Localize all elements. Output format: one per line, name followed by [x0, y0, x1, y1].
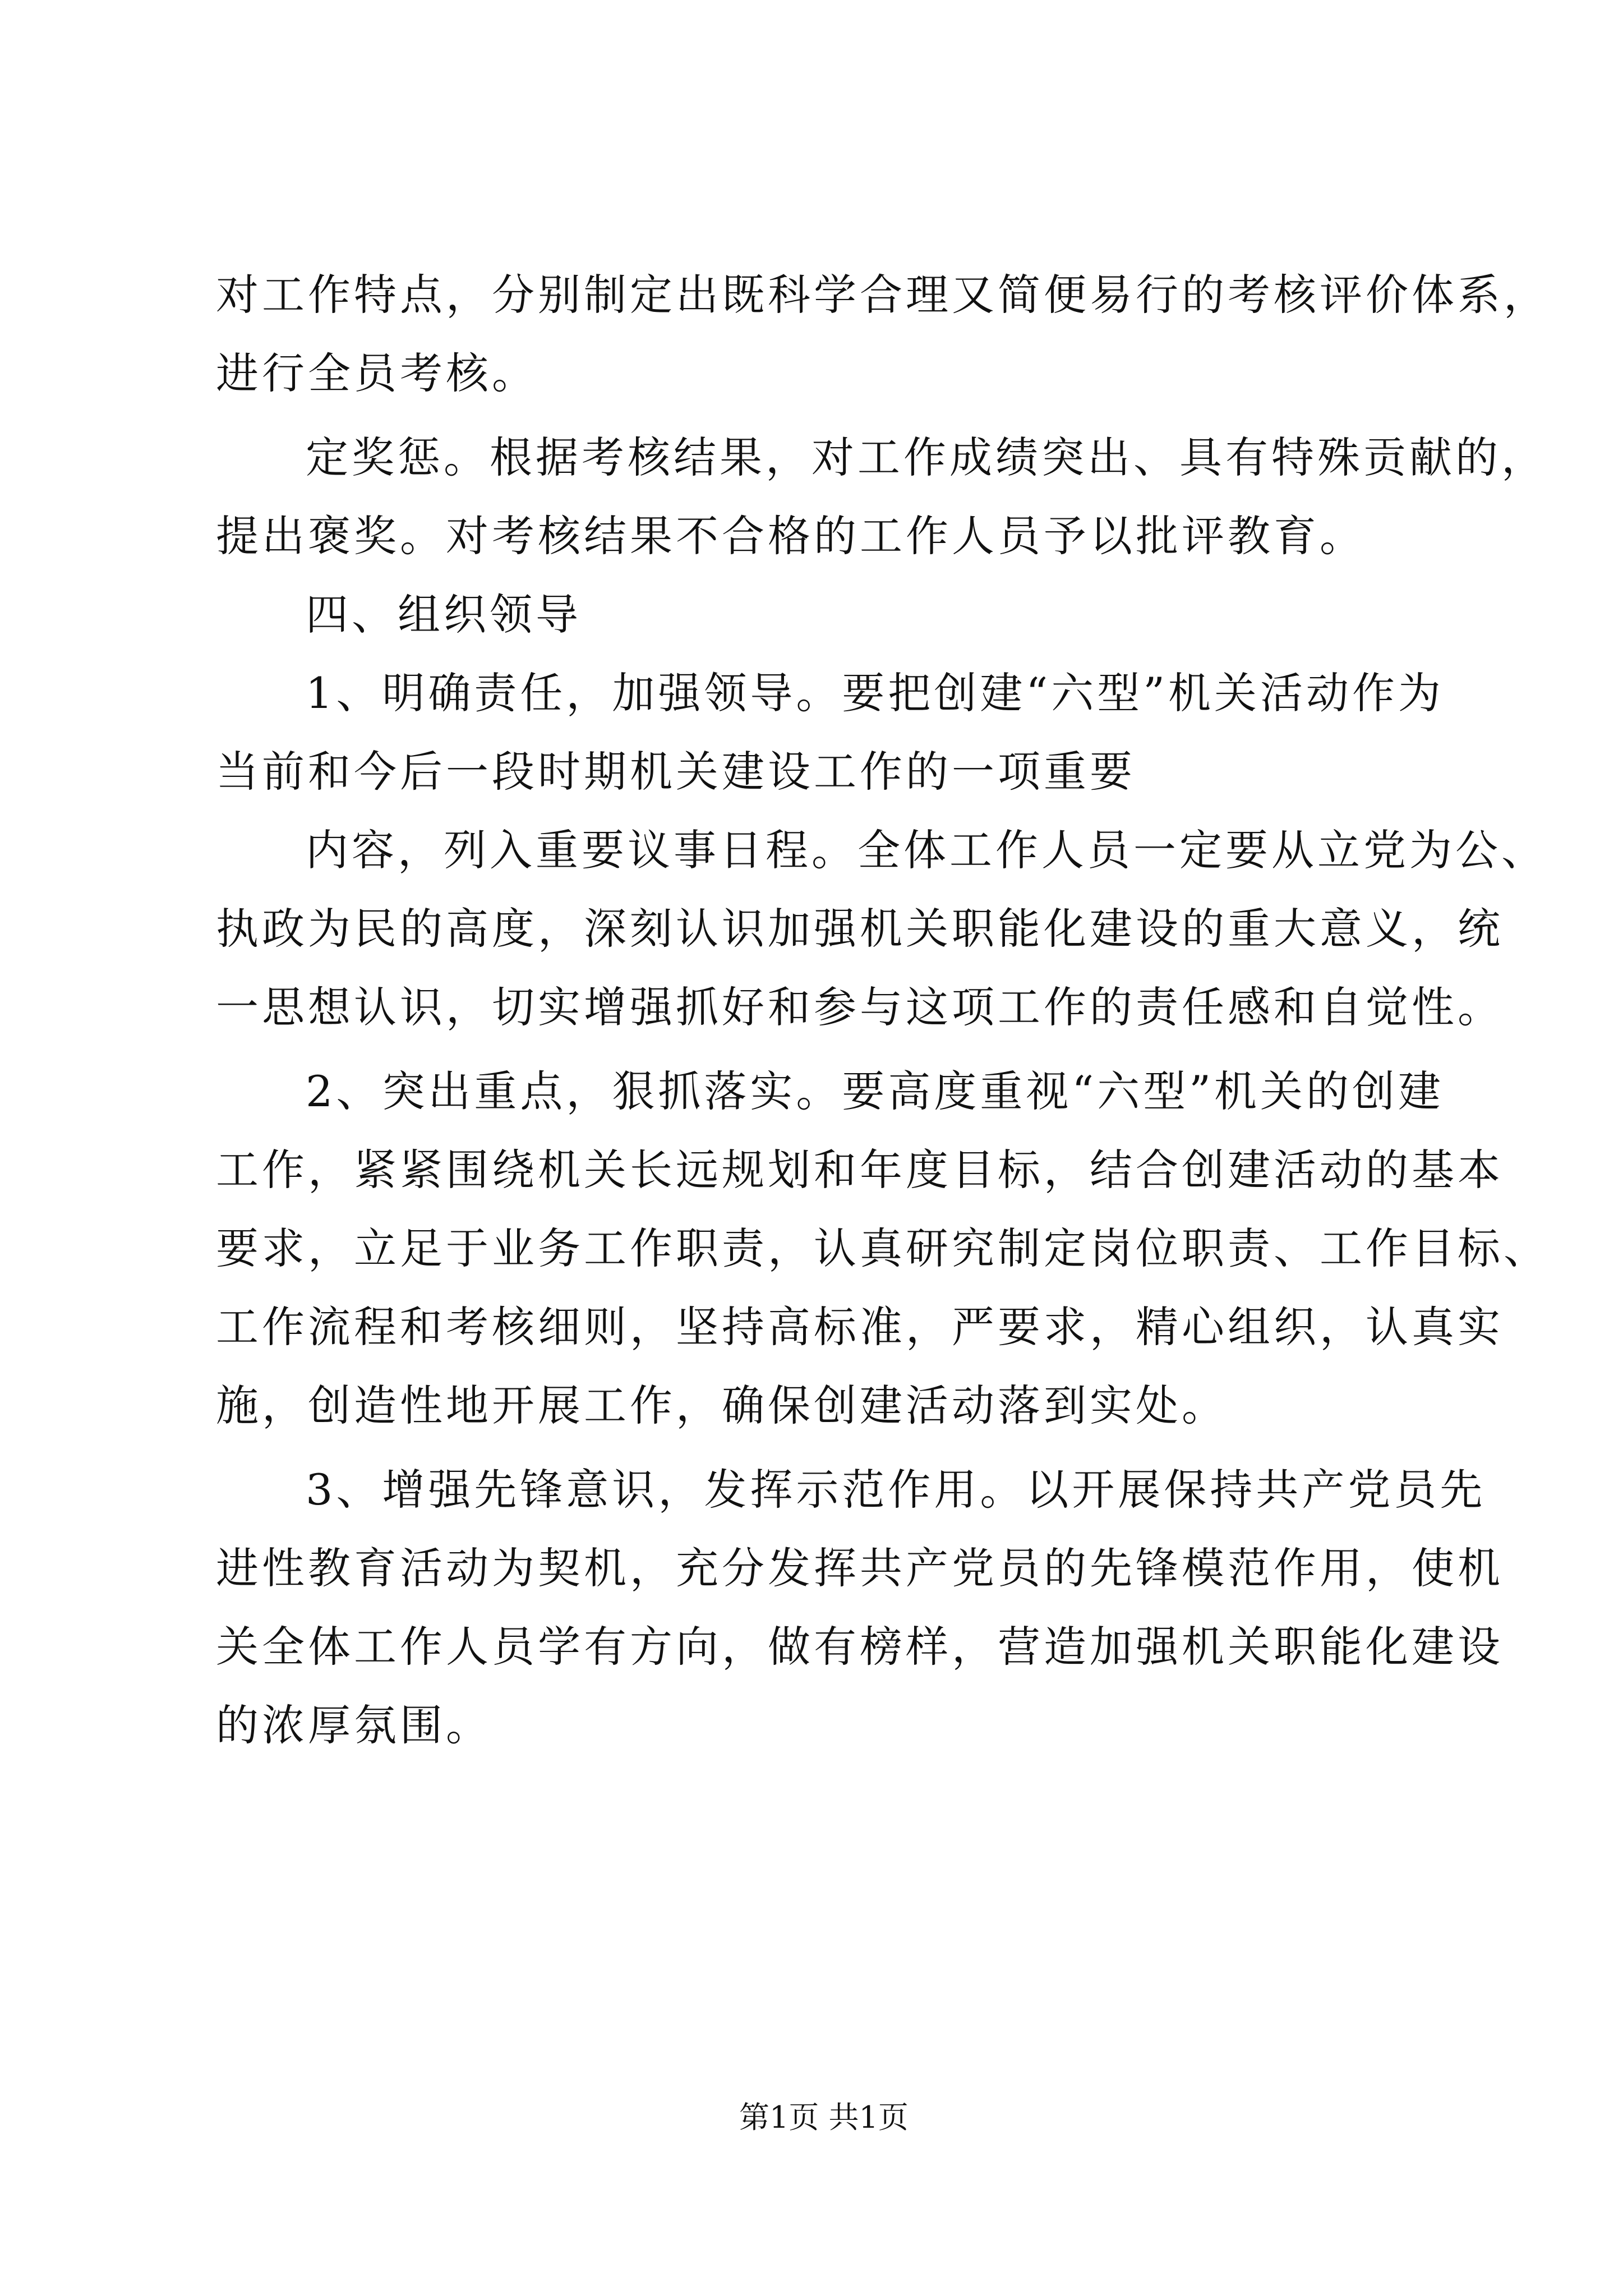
text-line: 1、明确责任，加强领导。要把创建“六型”机关活动作为 [306, 668, 1445, 718]
text-line: 关全体工作人员学有方向，做有榜样，营造加强机关职能化建设 [216, 1622, 1504, 1672]
text-line: 定奖惩。根据考核结果，对工作成绩突出、具有特殊贡献的， [306, 432, 1547, 482]
text-line: 3、增强先锋意识，发挥示范作用。以开展保持共产党员先 [306, 1465, 1486, 1515]
text-line: 执政为民的高度，深刻认识加强机关职能化建设的重大意义，统 [216, 904, 1504, 954]
text-line: 的浓厚氛围。 [216, 1700, 492, 1750]
text-line: 2、突出重点，狠抓落实。要高度重视“六型”机关的创建 [306, 1066, 1445, 1116]
text-line: 进性教育活动为契机，充分发挥共产党员的先锋模范作用，使机 [216, 1543, 1504, 1593]
text-line: 对工作特点，分别制定出既科学合理又简便易行的考核评价体系， [216, 270, 1550, 320]
text-line: 进行全员考核。 [216, 348, 538, 398]
page-footer: 第1页 共1页 [739, 2100, 909, 2135]
text-line: 一思想认识，切实增强抓好和参与这项工作的责任感和自觉性。 [216, 982, 1504, 1032]
text-line: 工作，紧紧围绕机关长远规划和年度目标，结合创建活动的基本 [216, 1145, 1504, 1195]
text-line: 内容，列入重要议事日程。全体工作人员一定要从立党为公、 [306, 825, 1547, 875]
text-line: 当前和今后一段时期机关建设工作的一项重要 [216, 747, 1136, 797]
section-heading: 四、组织领导 [306, 590, 582, 639]
text-line: 要求，立足于业务工作职责，认真研究制定岗位职责、工作目标、 [216, 1223, 1550, 1273]
text-line: 提出褒奖。对考核结果不合格的工作人员予以批评教育。 [216, 511, 1366, 561]
text-line: 施，创造性地开展工作，确保创建活动落到实处。 [216, 1381, 1228, 1430]
text-line: 工作流程和考核细则，坚持高标准，严要求，精心组织，认真实 [216, 1302, 1504, 1352]
